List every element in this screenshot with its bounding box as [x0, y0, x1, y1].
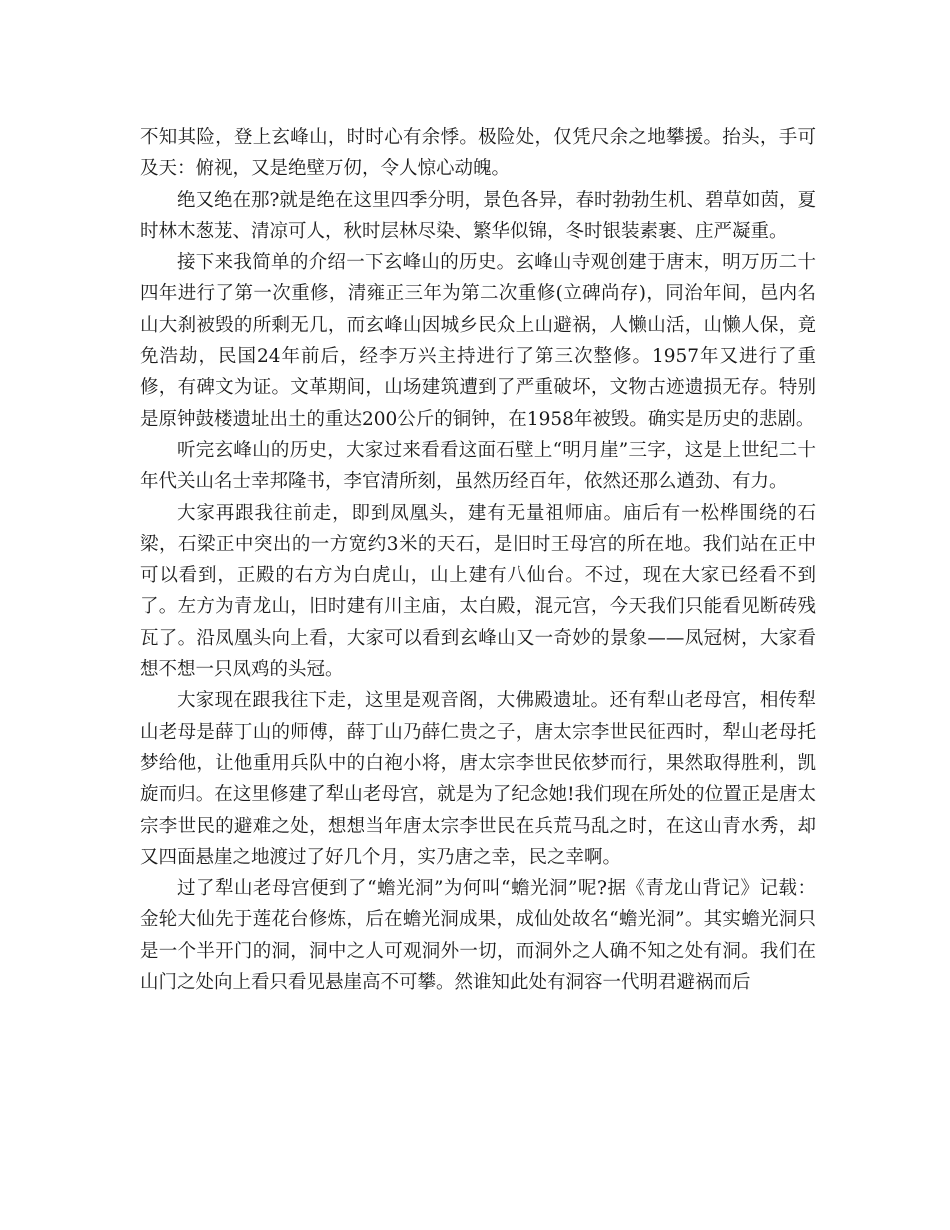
paragraph-changuangdong: 过了犁山老母宫便到了“蟾光洞”为何叫“蟾光洞”呢?据《青龙山背记》记载：金轮大仙先于莲花台修炼，后在蟾光洞成果，成仙处故名“蟾光洞”。其实蟾光洞只是一个半开门的洞，洞中之人可观洞外一切，而洞外之人确不知之处有洞。我们在山门之处向上看只看见悬崖高不可攀。然谁知此处有洞容一代明君避祸而后	[140, 878, 816, 994]
paragraph-fenghuangtou: 大家再跟我往前走，即到凤凰头，建有无量祖师庙。庙后有一松桦围绕的石梁，石梁正中突出的一方宽约3米的天石，是旧时王母宫的所在地。我们站在正中可以看到，正殿的右方为白虎山，山上建有八仙台。不过，现在大家已经看不到了。左方为青龙山，旧时建有川主庙，太白殿，混元宫，今天我们只能看见断砖残瓦了。沿凤凰头向上看，大家可以看到玄峰山又一奇妙的景象——凤冠树，大家看想不想一只凤鸡的头冠。	[140, 502, 816, 681]
paragraph-history: 接下来我简单的介绍一下玄峰山的历史。玄峰山寺观创建于唐末，明万历二十四年进行了第一次重修，清雍正三年为第二次重修(立碑尚存)，同治年间，邑内名山大刹被毁的所剩无几，而玄峰山因城乡民众上山避祸，人懒山活，山懒人保，竟免浩劫，民国24年前后，经李万兴主持进行了第三次整修。1957年又进行了重修，有碑文为证。文革期间，山场建筑遭到了严重破坏，文物古迹遗损无存。特别是原钟鼓楼遗址出土的重达200公斤的铜钟，在1958年被毁。确实是历史的悲剧。	[140, 252, 816, 430]
paragraph-continuation: 不知其险，登上玄峰山，时时心有余悸。极险处，仅凭尺余之地攀援。抬头，手可及天：俯视，又是绝壁万仞，令人惊心动魄。	[140, 127, 816, 180]
paragraph-mingyueya: 听完玄峰山的历史，大家过来看看这面石壁上“明月崖”三字，这是上世纪二十年代关山名士幸邦隆书，李官清所刻，虽然历经百年，依然还那么遒劲、有力。	[140, 439, 816, 493]
paragraph-four-seasons: 绝又绝在那?就是绝在这里四季分明，景色各异，春时勃勃生机、碧草如茵，夏时林木葱茏、清凉可人，秋时层林尽染、繁华似锦，冬时银装素裹、庄严凝重。	[140, 189, 816, 242]
paragraph-lishan-laomu: 大家现在跟我往下走，这里是观音阁，大佛殿遗址。还有犁山老母宫，相传犁山老母是薛丁山的师傅，薛丁山乃薛仁贵之子，唐太宗李世民征西时，犁山老母托梦给他，让他重用兵队中的白袍小将，唐太宗李世民依梦而行，果然取得胜利，凯旋而归。在这里修建了犁山老母宫，就是为了纪念她!我们现在所处的位置正是唐太宗李世民的避难之处，想想当年唐太宗李世民在兵荒马乱之时，在这山青水秀，却又四面悬崖之地渡过了好几个月，实乃唐之幸，民之幸啊。	[140, 690, 816, 868]
document-body	[140, 122, 816, 998]
